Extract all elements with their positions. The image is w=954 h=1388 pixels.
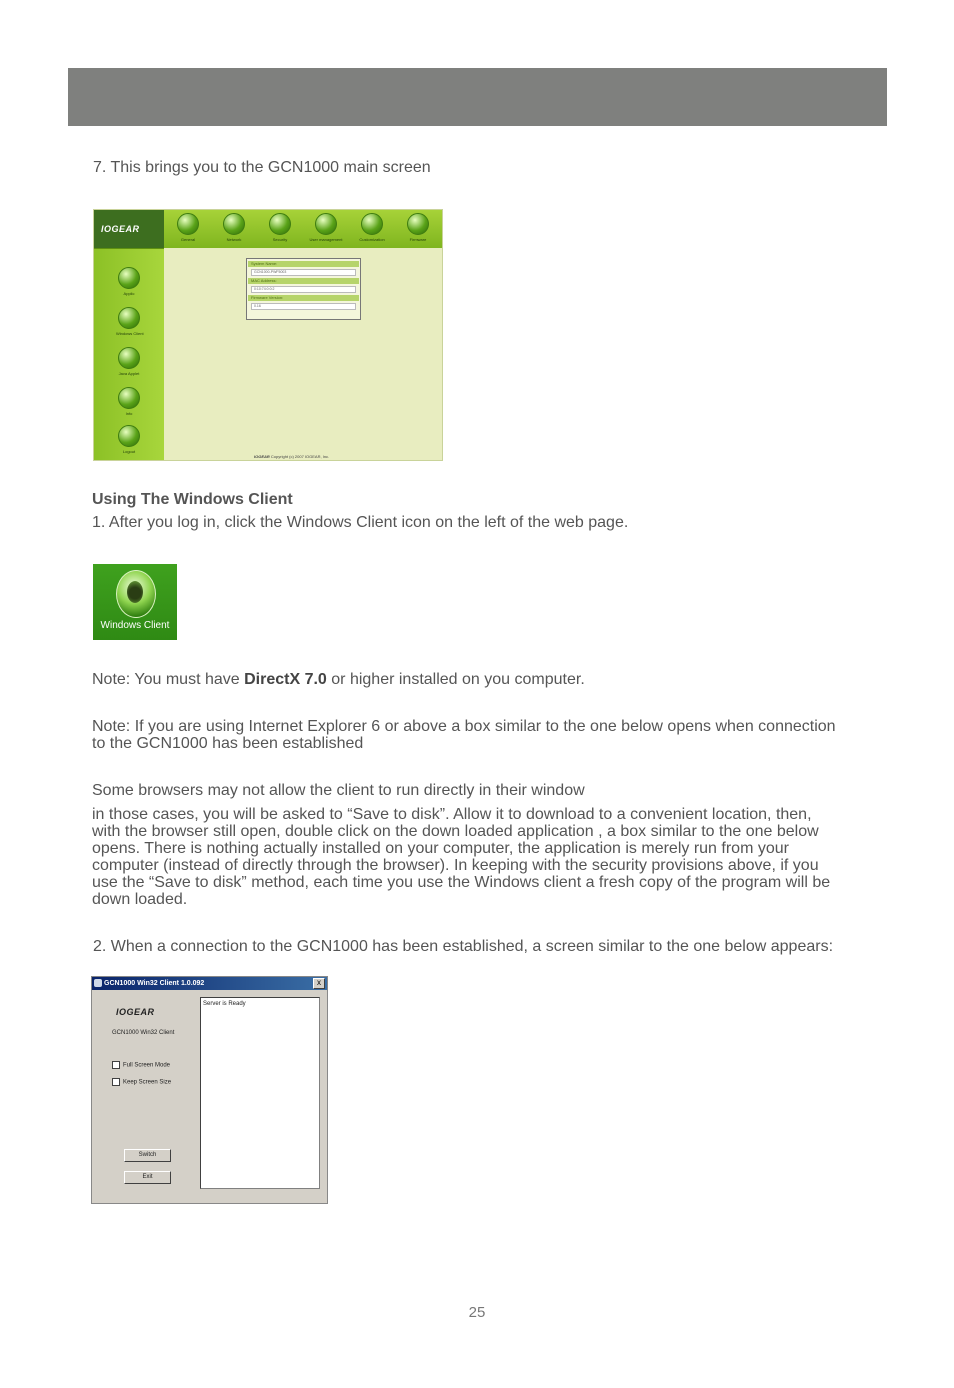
- keep-size-label: Keep Screen Size: [123, 1079, 172, 1086]
- status-log[interactable]: [200, 997, 320, 1189]
- paragraph-line: with the browser still open, double click on the down loaded application , a box similar to the one below: [92, 823, 819, 840]
- copyright-text: Copyright (c) 2007 IOGEAR, Inc.: [270, 454, 330, 459]
- step-7-text: 7. This brings you to the GCN1000 main screen: [93, 159, 431, 176]
- window-titlebar: [92, 977, 327, 990]
- nav-label: General: [180, 237, 196, 242]
- status-message: Server is Ready: [203, 1001, 246, 1007]
- users-icon: [315, 213, 337, 235]
- note-ie-line: to the GCN1000 has been established: [92, 735, 364, 752]
- firmware-version-label: Firmware Version:: [248, 295, 359, 301]
- client-brand-logo: IOGEAR: [116, 1007, 155, 1017]
- top-nav-bar: [164, 210, 443, 248]
- directx-version: DirectX 7.0: [244, 671, 327, 688]
- nav-security[interactable]: [263, 213, 297, 242]
- info-icon: [118, 387, 140, 409]
- paragraph-line: opens. There is nothing actually installed on your computer, the application is merely run from your: [92, 840, 789, 857]
- system-name-value: GCN1000-PWF5003: [251, 269, 356, 276]
- sidebar-label: Java Applet: [118, 371, 140, 376]
- sidebar-item-logout[interactable]: [116, 425, 142, 454]
- app-icon: [94, 979, 102, 987]
- client-name: GCN1000 Win32 Client: [112, 1030, 175, 1036]
- nav-label: Customization: [359, 237, 385, 242]
- exit-button[interactable]: Exit: [124, 1171, 171, 1184]
- section-heading: Using The Windows Client: [92, 491, 293, 508]
- note-ie: [92, 718, 836, 752]
- paragraph-line: in those cases, you will be asked to “Save to disk”. Allow it to download to a convenient location, then,: [92, 806, 812, 823]
- iogear-logo: IOGEAR: [101, 224, 140, 234]
- nav-network[interactable]: [217, 213, 251, 242]
- nav-label: User management: [309, 237, 343, 242]
- win32-client-screenshot: [91, 976, 328, 1204]
- close-button[interactable]: x: [313, 978, 325, 989]
- sidebar-label: Windows Client: [116, 331, 144, 336]
- nav-general[interactable]: [171, 213, 205, 242]
- nav-firmware[interactable]: [401, 213, 435, 242]
- logo-cell: [94, 210, 164, 248]
- system-info-box: [246, 258, 361, 320]
- tools-icon: [361, 213, 383, 235]
- sidebar-label: Logout: [122, 449, 136, 454]
- browsers-line: Some browsers may not allow the client to run directly in their window: [92, 782, 585, 799]
- security-icon: [269, 213, 291, 235]
- sidebar-item-info[interactable]: [116, 387, 142, 416]
- windows-client-label: Windows Client: [100, 620, 170, 631]
- logout-icon: [118, 425, 140, 447]
- sidebar-item-applic[interactable]: [116, 267, 142, 296]
- paragraph-line: computer (instead of directly through the browser). In keeping with the security provisions above, if you: [92, 857, 819, 874]
- note-directx: [92, 671, 585, 688]
- full-screen-checkbox[interactable]: [112, 1061, 170, 1069]
- mac-address-value: 0:10:74:0:0:2: [251, 286, 356, 293]
- windows-client-icon: [118, 307, 140, 329]
- save-to-disk-paragraph: [92, 806, 830, 908]
- sidebar-label: Info: [125, 411, 133, 416]
- copyright-brand: IOGEAR: [254, 454, 270, 459]
- network-icon: [223, 213, 245, 235]
- note-prefix: Note: You must have: [92, 671, 245, 688]
- step-1-text: 1. After you log in, click the Windows Client icon on the left of the web page.: [92, 514, 629, 531]
- mac-address-label: MAC Address:: [248, 278, 359, 284]
- full-screen-label: Full Screen Mode: [123, 1062, 171, 1069]
- window-title: GCN1000 Win32 Client 1.0.092: [104, 980, 205, 987]
- firmware-icon: [407, 213, 429, 235]
- checkbox-box: [112, 1061, 120, 1069]
- system-name-label: System Name:: [248, 261, 359, 267]
- paragraph-line: down loaded.: [92, 891, 188, 908]
- step-2-text: 2. When a connection to the GCN1000 has been established, a screen similar to the one below appears:: [93, 938, 834, 955]
- java-icon: [118, 347, 140, 369]
- check-icon: [118, 267, 140, 289]
- sidebar-item-java-applet[interactable]: [116, 347, 142, 376]
- page-number: 25: [468, 1304, 486, 1321]
- note-suffix: or higher installed on you computer.: [326, 671, 585, 688]
- note-ie-line: Note: If you are using Internet Explorer 6 or above a box similar to the one below opens when connection: [92, 718, 836, 735]
- nav-customization[interactable]: [355, 213, 389, 242]
- windows-client-orb-icon: [116, 570, 156, 618]
- windows-client-icon-image: [93, 564, 177, 640]
- firmware-version-value: 0.16: [251, 303, 356, 310]
- keep-size-checkbox[interactable]: [112, 1078, 171, 1086]
- main-screen-screenshot: [93, 209, 443, 461]
- left-sidebar: [94, 248, 164, 461]
- paragraph-line: use the “Save to disk” method, each time you use the Windows client a fresh copy of the program will be: [92, 874, 831, 891]
- nav-label: Network: [226, 237, 242, 242]
- copyright: [254, 454, 329, 459]
- sidebar-label: Applic: [123, 291, 135, 296]
- sidebar-item-windows-client[interactable]: [116, 307, 142, 336]
- switch-button[interactable]: Switch: [124, 1149, 171, 1162]
- nav-label: Firmware: [409, 237, 427, 242]
- nav-label: Security: [272, 237, 288, 242]
- nav-user-management[interactable]: [309, 213, 343, 242]
- general-icon: [177, 213, 199, 235]
- checkbox-box: [112, 1078, 120, 1086]
- header-bar: [68, 68, 887, 126]
